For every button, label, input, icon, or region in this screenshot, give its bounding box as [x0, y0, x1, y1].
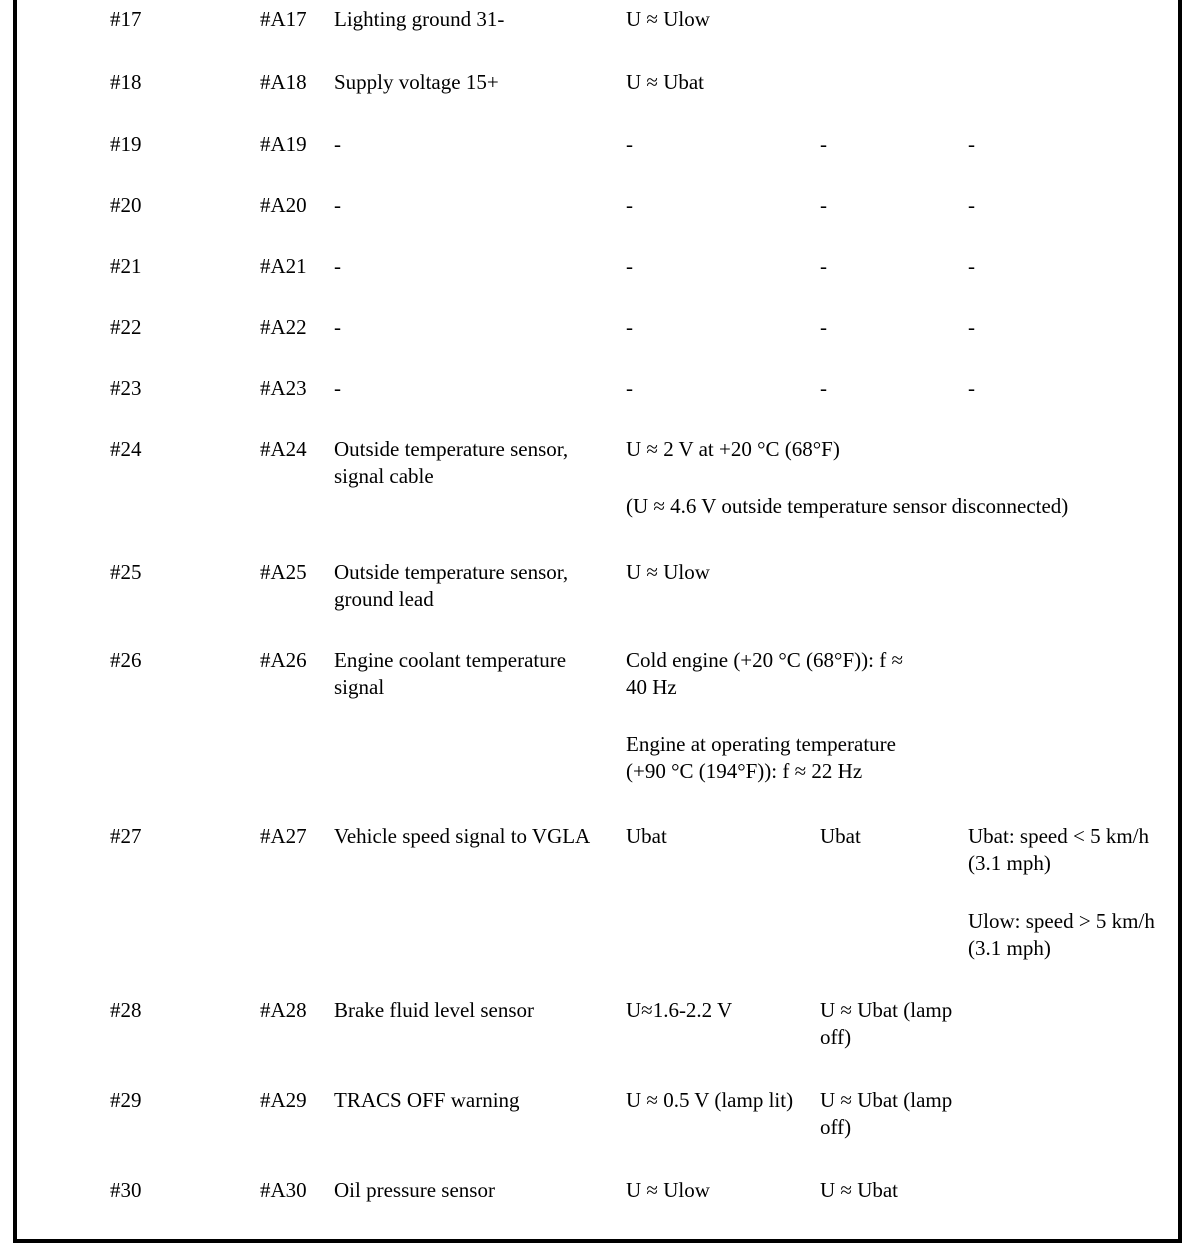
- pin-number: #21: [110, 254, 142, 278]
- value-3: -: [968, 132, 975, 156]
- pin-number: #19: [110, 132, 142, 156]
- value-1: U ≈ 0.5 V (lamp lit): [626, 1088, 794, 1112]
- value-2: Ubat: [820, 824, 861, 848]
- value-1: U≈1.6-2.2 V: [626, 998, 733, 1022]
- value-1: [626, 436, 1068, 520]
- pin-function: -: [334, 376, 341, 400]
- value-2: [820, 1087, 952, 1141]
- function-line: signal cable: [334, 464, 434, 488]
- value-1: -: [626, 315, 633, 339]
- value-1: -: [626, 132, 633, 156]
- value-line: Engine at operating temperature: [626, 732, 896, 756]
- pin-number: #27: [110, 824, 142, 848]
- pin-number: #17: [110, 7, 142, 31]
- value-line: off): [820, 1115, 852, 1139]
- value-line: Ubat: speed < 5 km/h: [968, 824, 1149, 848]
- connector-pin: #A21: [260, 254, 307, 278]
- pin-function: Oil pressure sensor: [334, 1178, 495, 1202]
- table-frame: [13, 0, 1182, 1243]
- value-line: (3.1 mph): [968, 936, 1051, 960]
- pin-number: #18: [110, 70, 142, 94]
- value-2: [820, 997, 952, 1051]
- pin-number: #26: [110, 648, 142, 672]
- value-line: U ≈ Ubat (lamp: [820, 1088, 953, 1112]
- pin-function: [334, 436, 568, 490]
- value-3: -: [968, 315, 975, 339]
- value-2: U ≈ Ubat: [820, 1178, 899, 1202]
- pin-number: #20: [110, 193, 142, 217]
- pin-number: #24: [110, 437, 142, 461]
- value-line: off): [820, 1025, 852, 1049]
- pin-function: TRACS OFF warning: [334, 1088, 520, 1112]
- connector-pin: #A27: [260, 824, 307, 848]
- value-line: U ≈ 2 V at +20 °C (68°F): [626, 437, 840, 461]
- pin-number: #29: [110, 1088, 142, 1112]
- value-note: (U ≈ 4.6 V outside temperature sensor disconnected): [626, 494, 1069, 518]
- pin-function: -: [334, 315, 341, 339]
- pin-function: [334, 647, 566, 701]
- pin-function: -: [334, 193, 341, 217]
- value-2: -: [820, 315, 827, 339]
- value-1: U ≈ Ulow: [626, 1178, 710, 1202]
- function-line: Outside temperature sensor,: [334, 560, 569, 584]
- value-2: -: [820, 132, 827, 156]
- pin-number: #23: [110, 376, 142, 400]
- value-line: Ulow: speed > 5 km/h: [968, 909, 1155, 933]
- value-2: -: [820, 376, 827, 400]
- connector-pin: #A24: [260, 437, 307, 461]
- pin-function: Lighting ground 31-: [334, 7, 505, 31]
- value-1: U ≈ Ulow: [626, 7, 710, 31]
- value-1: [626, 647, 903, 785]
- connector-pin: #A26: [260, 648, 307, 672]
- pin-number: #25: [110, 560, 142, 584]
- pin-function: -: [334, 254, 341, 278]
- function-line: Outside temperature sensor,: [334, 437, 569, 461]
- value-2: -: [820, 193, 827, 217]
- value-2: -: [820, 254, 827, 278]
- pin-function: [334, 559, 568, 613]
- value-3: -: [968, 193, 975, 217]
- value-1: -: [626, 193, 633, 217]
- value-line: (3.1 mph): [968, 851, 1051, 875]
- pin-function: Brake fluid level sensor: [334, 998, 535, 1022]
- value-3: [968, 823, 1155, 962]
- connector-pin: #A18: [260, 70, 307, 94]
- connector-pin: #A22: [260, 315, 307, 339]
- value-line: (+90 °C (194°F)): f ≈ 22 Hz: [626, 759, 863, 783]
- value-line: 40 Hz: [626, 675, 677, 699]
- connector-pin: #A23: [260, 376, 307, 400]
- connector-pin: #A30: [260, 1178, 307, 1202]
- connector-pin: #A17: [260, 7, 307, 31]
- pin-function: Vehicle speed signal to VGLA: [334, 824, 591, 848]
- function-line: ground lead: [334, 587, 434, 611]
- pin-number: #28: [110, 998, 142, 1022]
- value-line: Cold engine (+20 °C (68°F)): f ≈: [626, 648, 903, 672]
- value-3: -: [968, 376, 975, 400]
- pin-number: #30: [110, 1178, 142, 1202]
- value-1: U ≈ Ulow: [626, 560, 710, 584]
- value-1: -: [626, 254, 633, 278]
- value-1: Ubat: [626, 824, 667, 848]
- connector-pin: #A20: [260, 193, 307, 217]
- value-1: -: [626, 376, 633, 400]
- connector-pin: #A25: [260, 560, 307, 584]
- value-line: U ≈ Ubat (lamp: [820, 998, 953, 1022]
- connector-pin: #A29: [260, 1088, 307, 1112]
- value-1: U ≈ Ubat: [626, 70, 705, 94]
- pin-function: Supply voltage 15+: [334, 70, 499, 94]
- connector-pin: #A19: [260, 132, 307, 156]
- pin-number: #22: [110, 315, 142, 339]
- pin-function: -: [334, 132, 341, 156]
- value-3: -: [968, 254, 975, 278]
- connector-pin: #A28: [260, 998, 307, 1022]
- function-line: Engine coolant temperature: [334, 648, 567, 672]
- function-line: signal: [334, 675, 385, 699]
